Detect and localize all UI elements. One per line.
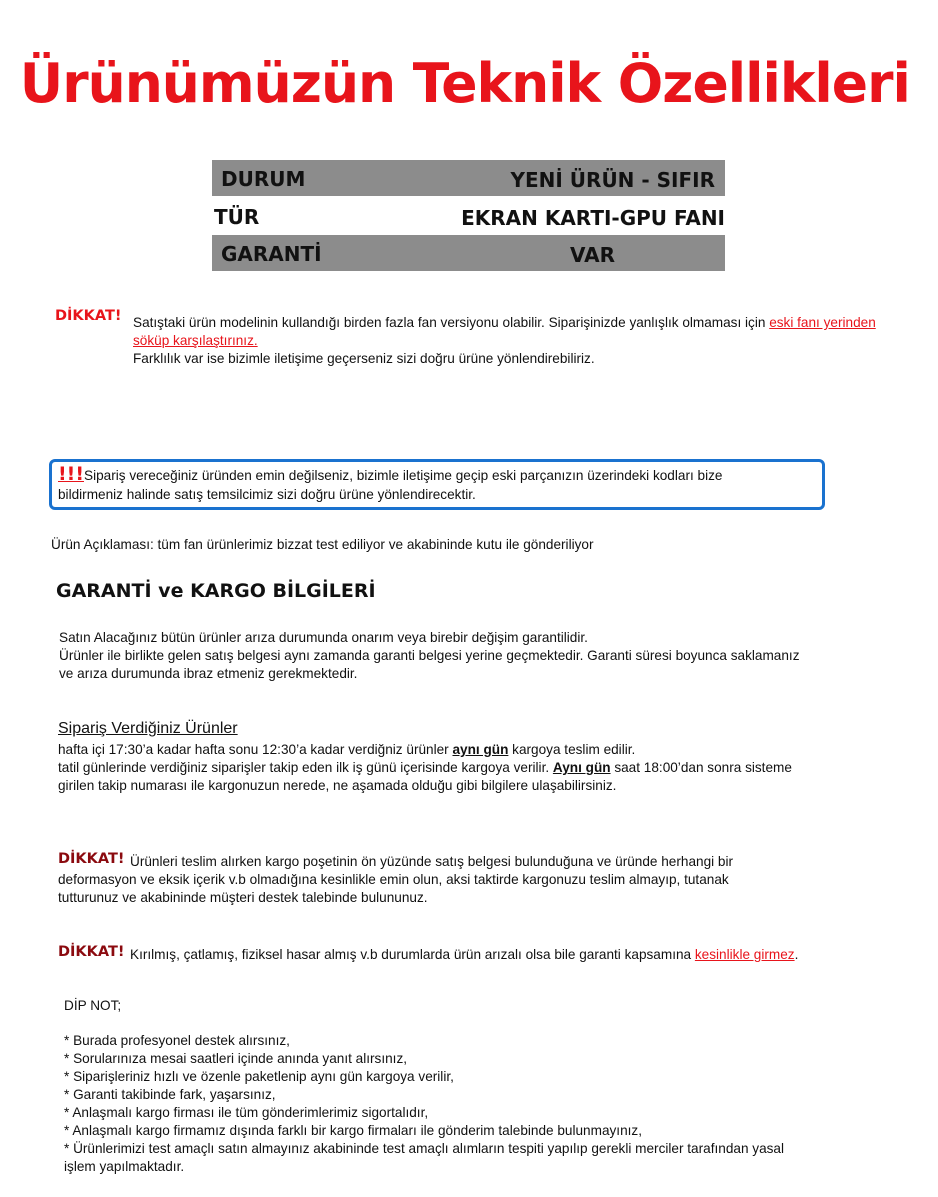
spec-row-type <box>212 198 725 234</box>
orders-heading: Sipariş Verdiğiniz Ürünler <box>58 720 238 737</box>
warning-text-line: Farklılık var ise bizimle iletişime geçerseniz sizi doğru ürüne yönlendirebiliriz. <box>133 351 595 366</box>
warranty-line: ve arıza durumunda ibraz etmeniz gerekmektedir. <box>59 666 358 681</box>
spec-label: TÜR <box>214 205 260 229</box>
footnote-item: * Anlaşmalı kargo firması ile tüm gönderimlerimiz sigortalıdır, <box>64 1105 429 1120</box>
product-description: Ürün Açıklaması: tüm fan ürünlerimiz bizzat test ediliyor ve akabininde kutu ile gönderiliyor <box>51 537 594 552</box>
footnote-item: * Siparişleriniz hızlı ve özenle paketlenip aynı gün kargoya verilir, <box>64 1069 454 1084</box>
spec-row-warranty <box>212 235 725 271</box>
warranty-line: Satın Alacağınız bütün ürünler arıza durumunda onarım veya birebir değişim garantilidir. <box>59 630 588 645</box>
footnote-item: * Garanti takibinde fark, yaşarsınız, <box>64 1087 276 1102</box>
warning-tag: DİKKAT! <box>58 851 125 867</box>
warning-text-line: Kırılmış, çatlamış, fiziksel hasar almış v.b durumlarda ürün arızalı olsa bile garanti kapsamına kesinlikle girmez. <box>130 947 799 962</box>
footnote-item: işlem yapılmaktadır. <box>64 1159 185 1174</box>
orders-line: hafta içi 17:30’a kadar hafta sonu 12:30’a kadar verdiğniz ürünler aynı gün kargoya teslim edilir. <box>58 742 636 757</box>
footnote-item: * Sorularınıza mesai saatleri içinde anında yanıt alırsınız, <box>64 1051 408 1066</box>
warning-text-line: Satıştaki ürün modelinin kullandığı birden fazla fan versiyonu olabilir. Siparişinizde yanlışlık olmaması için eski fanı yerinden <box>133 315 876 330</box>
footnote-heading: DİP NOT; <box>64 998 122 1013</box>
not-covered-link[interactable]: kesinlikle girmez <box>694 947 795 962</box>
compare-link[interactable]: söküp karşılaştırınız. <box>133 333 258 348</box>
warning-text-line: deformasyon ve eksik içerik v.b olmadığına kesinlikle emin olun, aksi taktirde kargonuzu teslim almayıp, tutanak <box>58 872 729 887</box>
orders-line: girilen takip numarası ile kargonuzun nerede, ne aşamada olduğu gibi bilgilere ulaşabilirsiniz. <box>58 778 617 793</box>
page-title: Ürünümüzün Teknik Özellikleri <box>19 52 910 115</box>
warning-tag: DİKKAT! <box>55 308 122 324</box>
spec-label: DURUM <box>221 167 306 191</box>
same-day-emphasis: Aynı gün <box>552 760 611 775</box>
section-heading-warranty: GARANTİ ve KARGO BİLGİLERİ <box>56 580 376 602</box>
notice-line: bildirmeniz halinde satış temsilcimiz sizi doğru ürüne yönlendirecektir. <box>58 487 476 502</box>
spec-value: EKRAN KARTI-GPU FANI <box>461 206 725 230</box>
warning-tag: DİKKAT! <box>58 944 125 960</box>
exclamation-marks: !!! <box>58 463 84 485</box>
orders-line: tatil günlerinde verdiğiniz siparişler takip eden ilk iş günü içerisinde kargoya verilir. Aynı gün saat 18:00’dan sonra sisteme <box>58 760 792 775</box>
spec-label: GARANTİ <box>221 242 322 266</box>
notice-line: !!!Sipariş vereceğiniz üründen emin değilseniz, bizimle iletişime geçip eski parçanızın üzerindeki kodları bize <box>58 463 723 485</box>
warning-text-line: tutturunuz ve akabininde müşteri destek talebinde bulununuz. <box>58 890 428 905</box>
footnote-item: * Burada profesyonel destek alırsınız, <box>64 1033 290 1048</box>
same-day-emphasis: aynı gün <box>452 742 509 757</box>
spec-row-condition <box>212 160 725 196</box>
footnote-item: * Ürünlerimizi test amaçlı satın almayınız akabininde test amaçlı alımların tespiti yapılıp gerekli merciler tarafından yasal <box>64 1141 785 1156</box>
compare-link[interactable]: eski fanı yerinden <box>769 315 876 330</box>
footnote-item: * Anlaşmalı kargo firmamız dışında farklı bir kargo firmaları ile gönderim talebinde bulunmayınız, <box>64 1123 642 1138</box>
spec-value: YENİ ÜRÜN - SIFIR <box>510 168 715 192</box>
warning-text-line <box>133 332 258 350</box>
spec-value: VAR <box>570 243 615 267</box>
warning-text-line: Ürünleri teslim alırken kargo poşetinin ön yüzünde satış belgesi bulunduğuna ve üründe herhangi bir <box>130 854 734 869</box>
warranty-line: Ürünler ile birlikte gelen satış belgesi aynı zamanda garanti belgesi yerine geçmektedir. Garanti süresi boyunca saklamanız <box>59 648 800 663</box>
